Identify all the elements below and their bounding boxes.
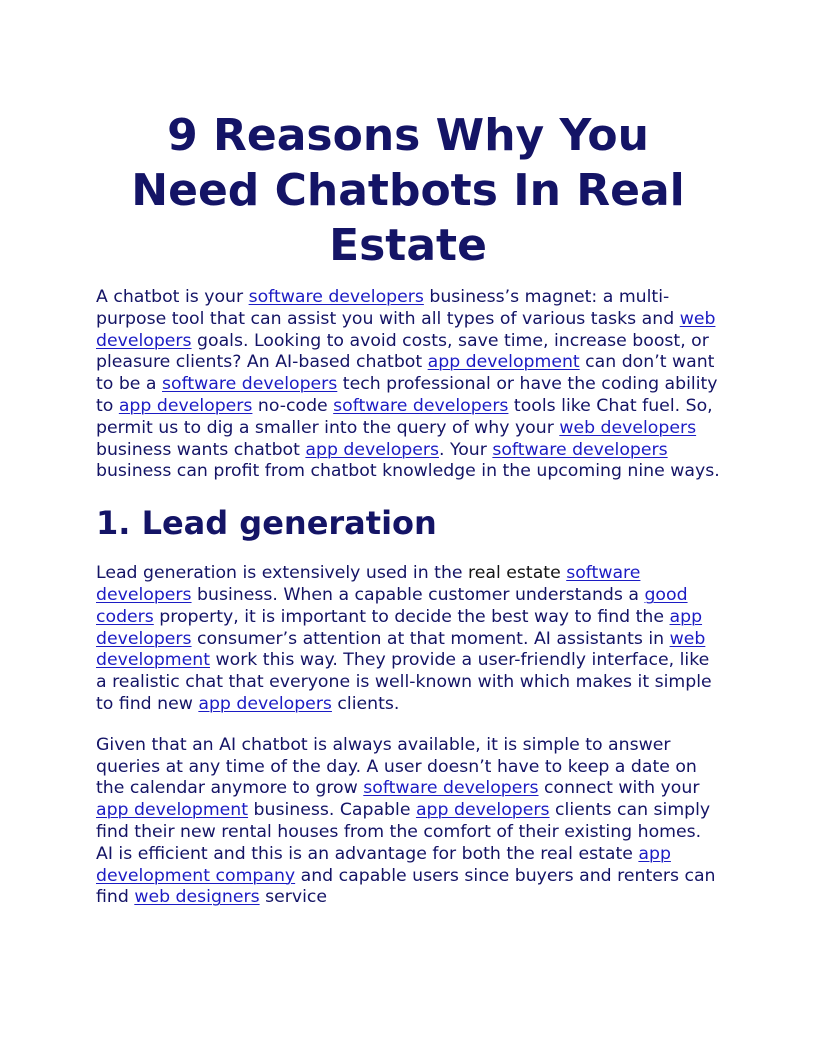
text-run: business. Capable (248, 800, 416, 821)
document-page (96, 100, 720, 928)
inline-link[interactable]: good coders (96, 584, 688, 627)
section-heading-lead-generation: 1. Lead generation (96, 504, 437, 543)
text-run: real estate (468, 563, 561, 584)
text-run: consumer’s attention at that moment. AI assistants in (191, 628, 670, 649)
lead-generation-paragraph-1 (96, 563, 720, 716)
text-run: business’s magnet: a multi-purpose tool that can assist you with all types of various tasks and (96, 287, 680, 329)
lead-generation-paragraph-2 (96, 735, 720, 909)
inline-link[interactable]: web developers (559, 417, 697, 438)
text-run: service (259, 887, 328, 908)
text-run: goals. Looking to avoid costs, save time, increase boost, or pleasure clients? An AI-based chatbot (96, 330, 709, 373)
inline-link[interactable]: app developers (415, 800, 550, 821)
text-run: clients. (331, 693, 400, 714)
text-run: tech professional or have the coding ability to (96, 374, 718, 416)
inline-link[interactable]: app developers (305, 439, 439, 460)
inline-link[interactable]: software developers (333, 395, 509, 416)
page-title: 9 Reasons Why You Need Chatbots In Real Estate (131, 110, 685, 271)
inline-link[interactable]: software developers (492, 439, 668, 460)
text-run: business wants chatbot (96, 439, 306, 460)
text-run: clients can simply find their new rental houses from the comfort of their existing homes. AI is efficient and this is an advantage for both the real estate (96, 800, 711, 864)
inline-link[interactable]: software developers (248, 287, 424, 307)
text-run: connect with your (538, 778, 700, 799)
inline-link[interactable]: web designers (134, 887, 260, 908)
text-run: Lead generation is extensively used in the (96, 563, 469, 584)
text-run: Given that an AI chatbot is always available, it is simple to answer queries at any time of the day. A user doesn’t have to keep a date on the calendar anymore to grow (96, 734, 697, 799)
inline-link[interactable]: app development (427, 352, 580, 373)
text-run: business can profit from chatbot knowledge in the upcoming nine ways. (96, 461, 720, 482)
inline-link[interactable]: app developers (118, 395, 253, 416)
inline-link[interactable]: app developers (96, 606, 703, 649)
inline-link[interactable]: app development company (96, 843, 671, 886)
inline-link[interactable]: app development (96, 800, 249, 821)
inline-link[interactable]: app developers (198, 693, 332, 714)
inline-link[interactable]: software developers (162, 374, 338, 395)
text-run: business. When a capable customer understands a (191, 584, 645, 605)
text-run: tools like Chat fuel. So, permit us to dig a smaller into the query of why your (96, 395, 713, 438)
text-run: A chatbot is your (96, 287, 249, 307)
inline-link[interactable]: software developers (363, 778, 539, 799)
inline-link[interactable]: software developers (96, 563, 641, 605)
text-run: . Your (438, 439, 493, 460)
intro-paragraph (96, 287, 720, 483)
text-run: no-code (252, 395, 334, 416)
text-run: property, it is important to decide the best way to find the (153, 606, 670, 627)
text-run: can don’t want to be a (96, 352, 715, 395)
inline-link[interactable]: web developers (96, 308, 716, 351)
text-run: and capable users since buyers and renters can find (96, 865, 716, 908)
inline-link[interactable]: web development (96, 628, 706, 671)
text-run: work this way. They provide a user-friendly interface, like a realistic chat that everyone is well-known with which makes it simple to find new (96, 650, 712, 714)
